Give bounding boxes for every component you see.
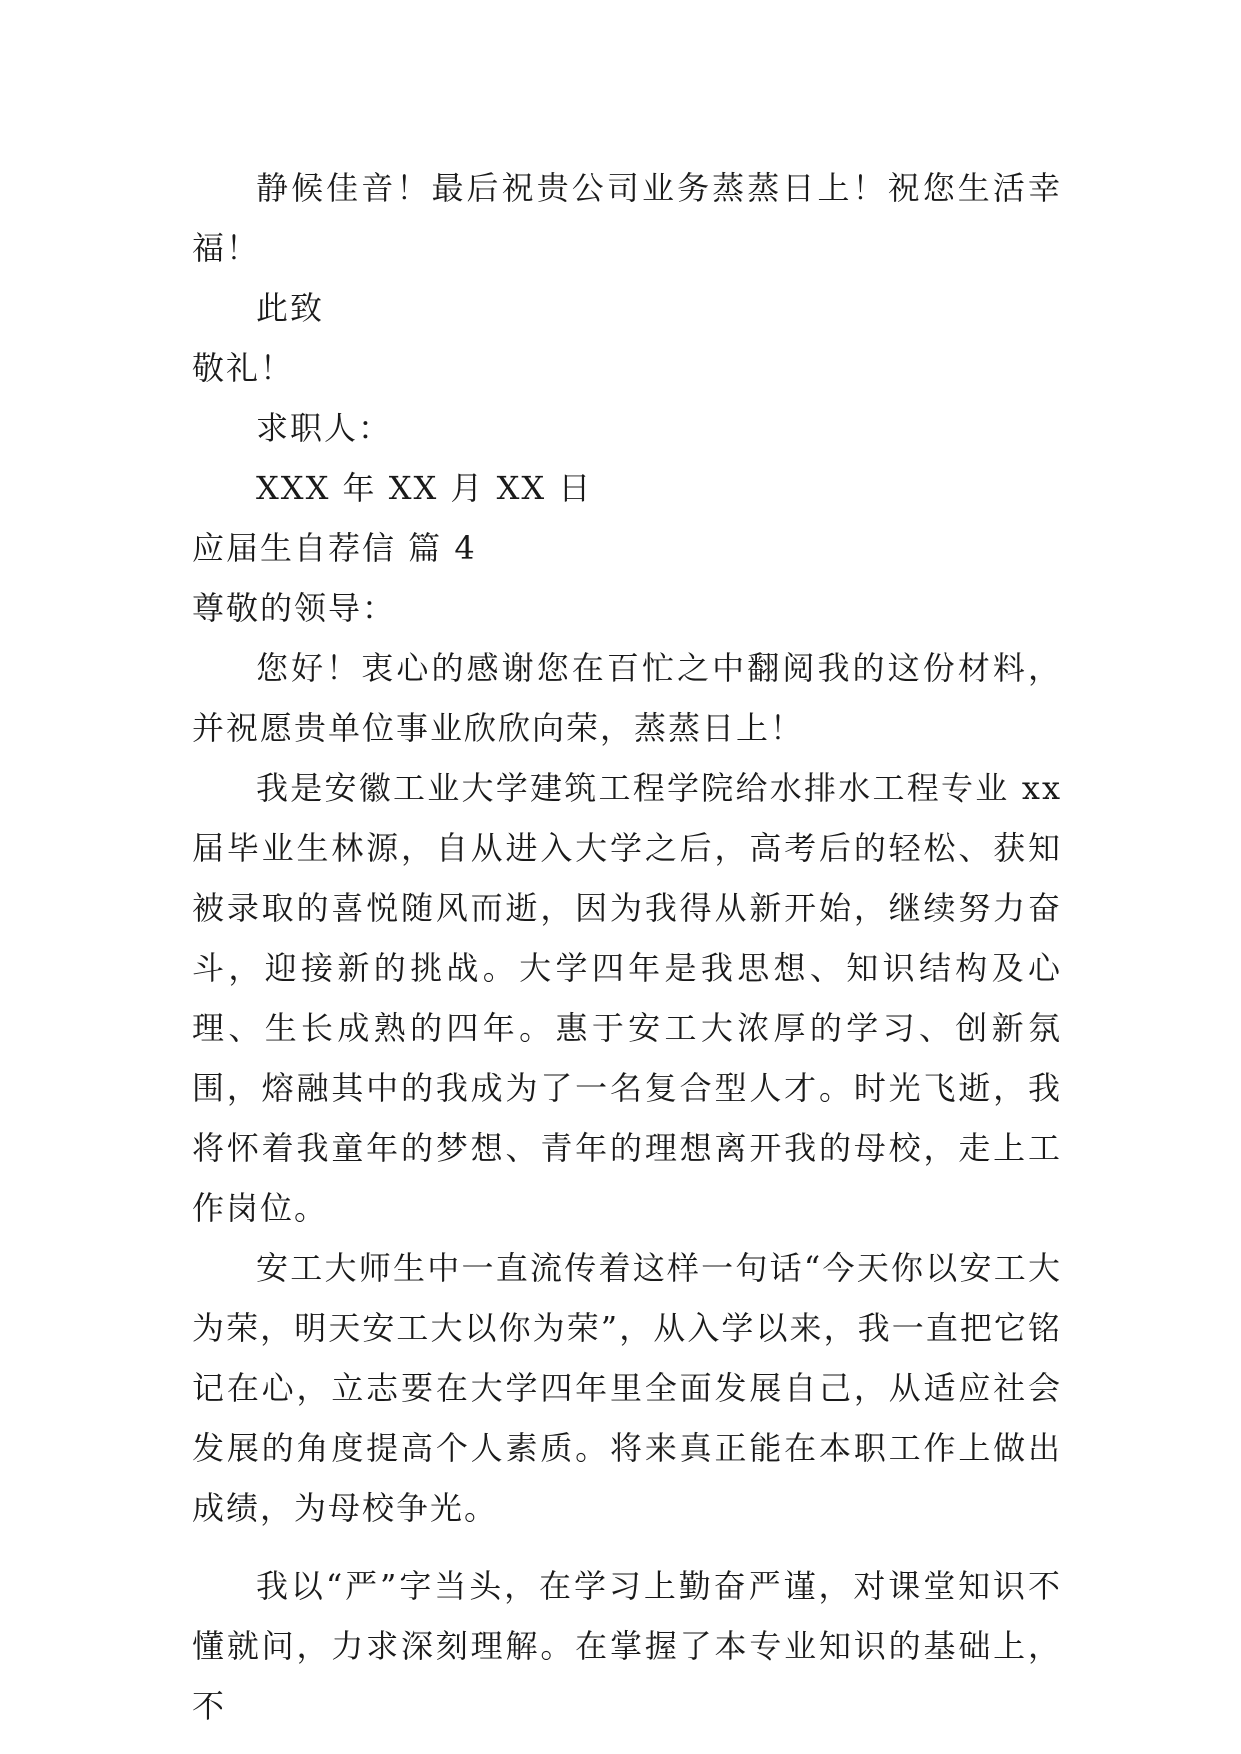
motto-paragraph: 安工大师生中一直流传着这样一句话“今天你以安工大为荣，明天安工大以你为荣”，从入学以来，我一直把它铭记在心，立志要在大学四年里全面发展自己，从适应社会发展的角度提高个人素质。将来真正能在本职工作上做出成绩，为母校争光。: [192, 1249, 1062, 1527]
salutation-jingli: 敬礼！: [192, 349, 295, 387]
closing-wishes-paragraph: 静候佳音！最后祝贵公司业务蒸蒸日上！祝您生活幸福！: [192, 169, 1062, 267]
salutation-cizhi: 此致: [256, 289, 325, 327]
letter-date: XXX 年 XX 月 XX 日: [256, 469, 593, 507]
background-paragraph: 我是安徽工业大学建筑工程学院给水排水工程专业 xx 届毕业生林源，自从进入大学之后，高考后的轻松、获知被录取的喜悦随风而逝，因为我得从新开始，继续努力奋斗，迎接新的挑战。大学四年是我思想、知识结构及心理、生长成熟的四年。惠于安工大浓厚的学习、创新氛围，熔融其中的我成为了一名复合型人才。时光飞逝，我将怀着我童年的梦想、青年的理想离开我的母校，走上工作岗位。: [192, 769, 1062, 1227]
study-paragraph: 我以“严”字当头，在学习上勤奋严谨，对课堂知识不懂就问，力求深刻理解。在掌握了本专业知识的基础上，不: [192, 1567, 1062, 1725]
section-heading: 应届生自荐信 篇 4: [192, 529, 477, 567]
intro-paragraph: 您好！衷心的感谢您在百忙之中翻阅我的这份材料，并祝愿贵单位事业欣欣向荣，蒸蒸日上！: [192, 649, 1062, 747]
greeting-line: 尊敬的领导：: [192, 589, 397, 627]
letter-body: [192, 158, 1062, 1736]
paragraph-spacer: [192, 1538, 1062, 1556]
applicant-signature-label: 求职人：: [256, 409, 393, 447]
